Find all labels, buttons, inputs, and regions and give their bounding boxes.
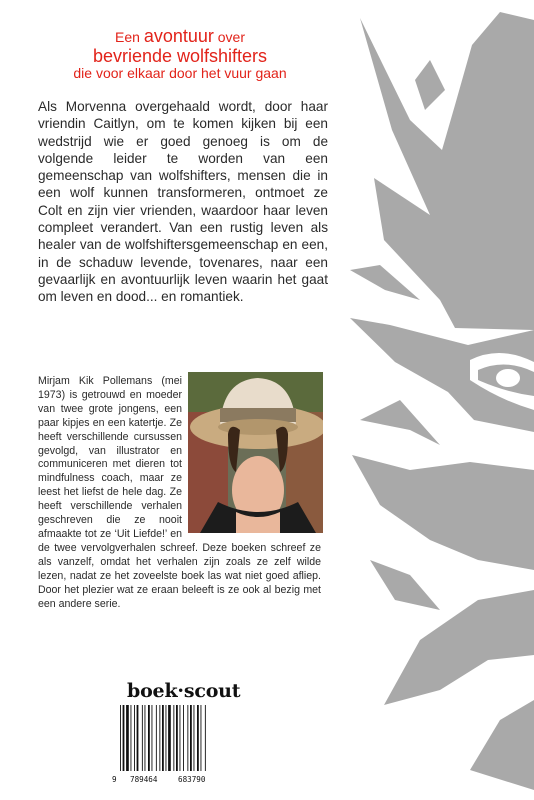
author-bio-text: Mirjam Kik Pollemans (mei 1973) is getrouwd en moeder van twee grote jongens, een paar kipjes en een katertje. Ze heeft verschillende cursussen gevolgd, van illustrator en communiceren met dieren tot mindfulness coach, maar ze leest het liefst de hele dag. Ze heeft verschillende verhalen geschreven die ze nooit afmaakte tot ze ‘Uit Liefde!’ en de twee vervolgverhalen schreef. Deze boeken schreef ze als vanzelf, omdat het verhalen zijn zoals ze zelf wilde lezen, nadat ze het zoveelste boek las wat niet goed afliep. Door het plezier wat ze eraan beleeft is ze ook al bezig met een andere serie. (38, 375, 321, 610)
publisher-logo-suffix: scout (183, 680, 241, 702)
tagline-line-1 (30, 26, 330, 46)
tagline-suffix: over (217, 29, 245, 45)
publisher-logo-dot: · (177, 680, 184, 702)
ean-barcode (112, 703, 224, 773)
author-bio (38, 375, 321, 611)
tagline-prefix: Een (115, 29, 140, 45)
isbn-group-2: 683790 (178, 775, 206, 784)
author-photo (188, 372, 323, 533)
publisher-logo (127, 680, 240, 702)
tagline-line-3: die voor elkaar door het vuur gaan (73, 65, 287, 82)
publisher-logo-prefix: boek (127, 680, 178, 702)
tagline (30, 26, 330, 82)
book-synopsis: Als Morvenna overgehaald wordt, door haar vriendin Caitlyn, om te komen kijken bij een wedstrijd wie er goed genoeg is om de volgende leider te worden van een gemeenschap van wolfshifters, mensen die in een wolf kunnen transformeren, ontmoet ze Colt en zijn vier vrienden, waardoor haar leven compleet verandert. Van een rustig leven als healer van de wolfshiftersgemeenschap en een, in de schaduw levende, tovenares, naar een gevaarlijk en avontuurlijk leven waarin het gaat om leven en dood... en romantiek. (38, 99, 328, 305)
isbn-group-1: 789464 (130, 775, 158, 784)
tagline-line-2: bevriende wolfshifters (92, 46, 268, 67)
isbn-lead-digit: 9 (112, 775, 117, 784)
tagline-emphasis: avontuur (143, 26, 214, 46)
